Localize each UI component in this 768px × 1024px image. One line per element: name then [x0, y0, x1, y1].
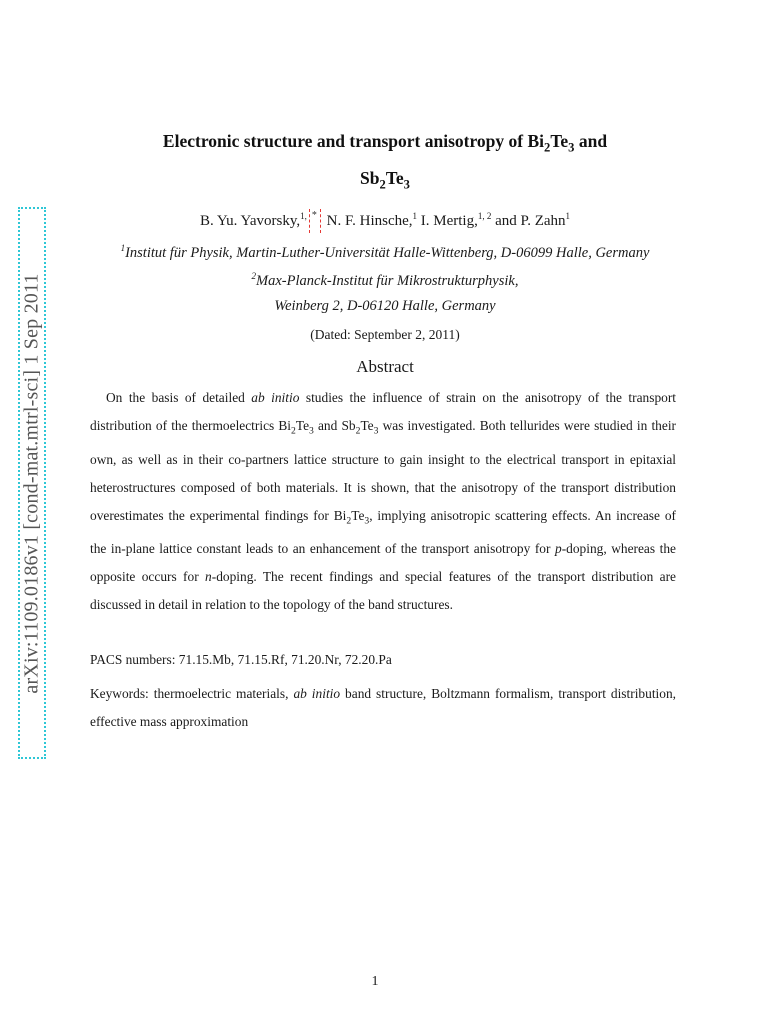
email-link[interactable] [309, 209, 321, 233]
arxiv-identifier-text: arXiv:1109.0186v1 [cond-mat.mtrl-sci] 1 Sep 2011 [20, 272, 43, 694]
affiliation-1: $^1$Institut für Physik, Martin-Luther-Universität Halle-Wittenberg, D-06099 Halle, Germany [120, 243, 650, 261]
paper-title-line-2: $Sb_2Te_3$ [360, 168, 410, 192]
abstract-body: On the basis of detailed ab initio studies the influence of strain on the anisotropy of the transport distribution of the thermoelectrics $Bi_2Te_3$ and $Sb_2Te_3$ was investigated. Both tellurides were studied in their own, as well as in their co-partners lattice structure to gain insight to the electrical transport in epitaxial heterostructures composed of both materials. It is shown, that the anisotropy of the transport distribution overestimates the experimental findings for $Bi_2Te_3$, implying anisotropic scattering effects. An increase of the in-plane lattice constant leads to an enhancement of the transport anisotropy for p-doping, whereas the opposite occurs for n-doping. The recent findings and special features of the transport distribution are discussed in detail in relation to the topology of the band structures. [90, 390, 677, 613]
pacs-numbers: PACS numbers: 71.15.Mb, 71.15.Rf, 71.20.Nr, 72.20.Pa [90, 652, 392, 667]
author-name: I. Mertig, [417, 213, 478, 229]
author-name: N. F. Hinsche, [322, 213, 413, 229]
page-number: 1 [371, 974, 379, 989]
affiliation-2-address: Weinberg 2, D-06120 Halle, Germany [274, 298, 496, 314]
date-line: (Dated: September 2, 2011) [310, 327, 460, 342]
author-list: B. Yu. Yavorsky,$^{1,}$* N. F. Hinsche,$^1$ I. Mertig,$^{1, 2}$ and P. Zahn$^1$ [80, 209, 690, 233]
author-name: and P. Zahn [491, 213, 566, 229]
abstract-heading: Abstract [356, 357, 414, 376]
arxiv-identifier-stamp[interactable] [18, 207, 46, 759]
affiliation-2: $^2$Max-Planck-Institut für Mikrostrukturphysik, [251, 271, 519, 289]
author-name: B. Yu. Yavorsky, [199, 213, 301, 229]
paper-title-line-1: Electronic structure and transport anisotropy of $Bi_2Te_3$ and [162, 131, 608, 155]
keywords: Keywords: thermoelectric materials, ab initio band structure, Boltzmann formalism, transport distribution, effective mass approximation [90, 686, 676, 729]
